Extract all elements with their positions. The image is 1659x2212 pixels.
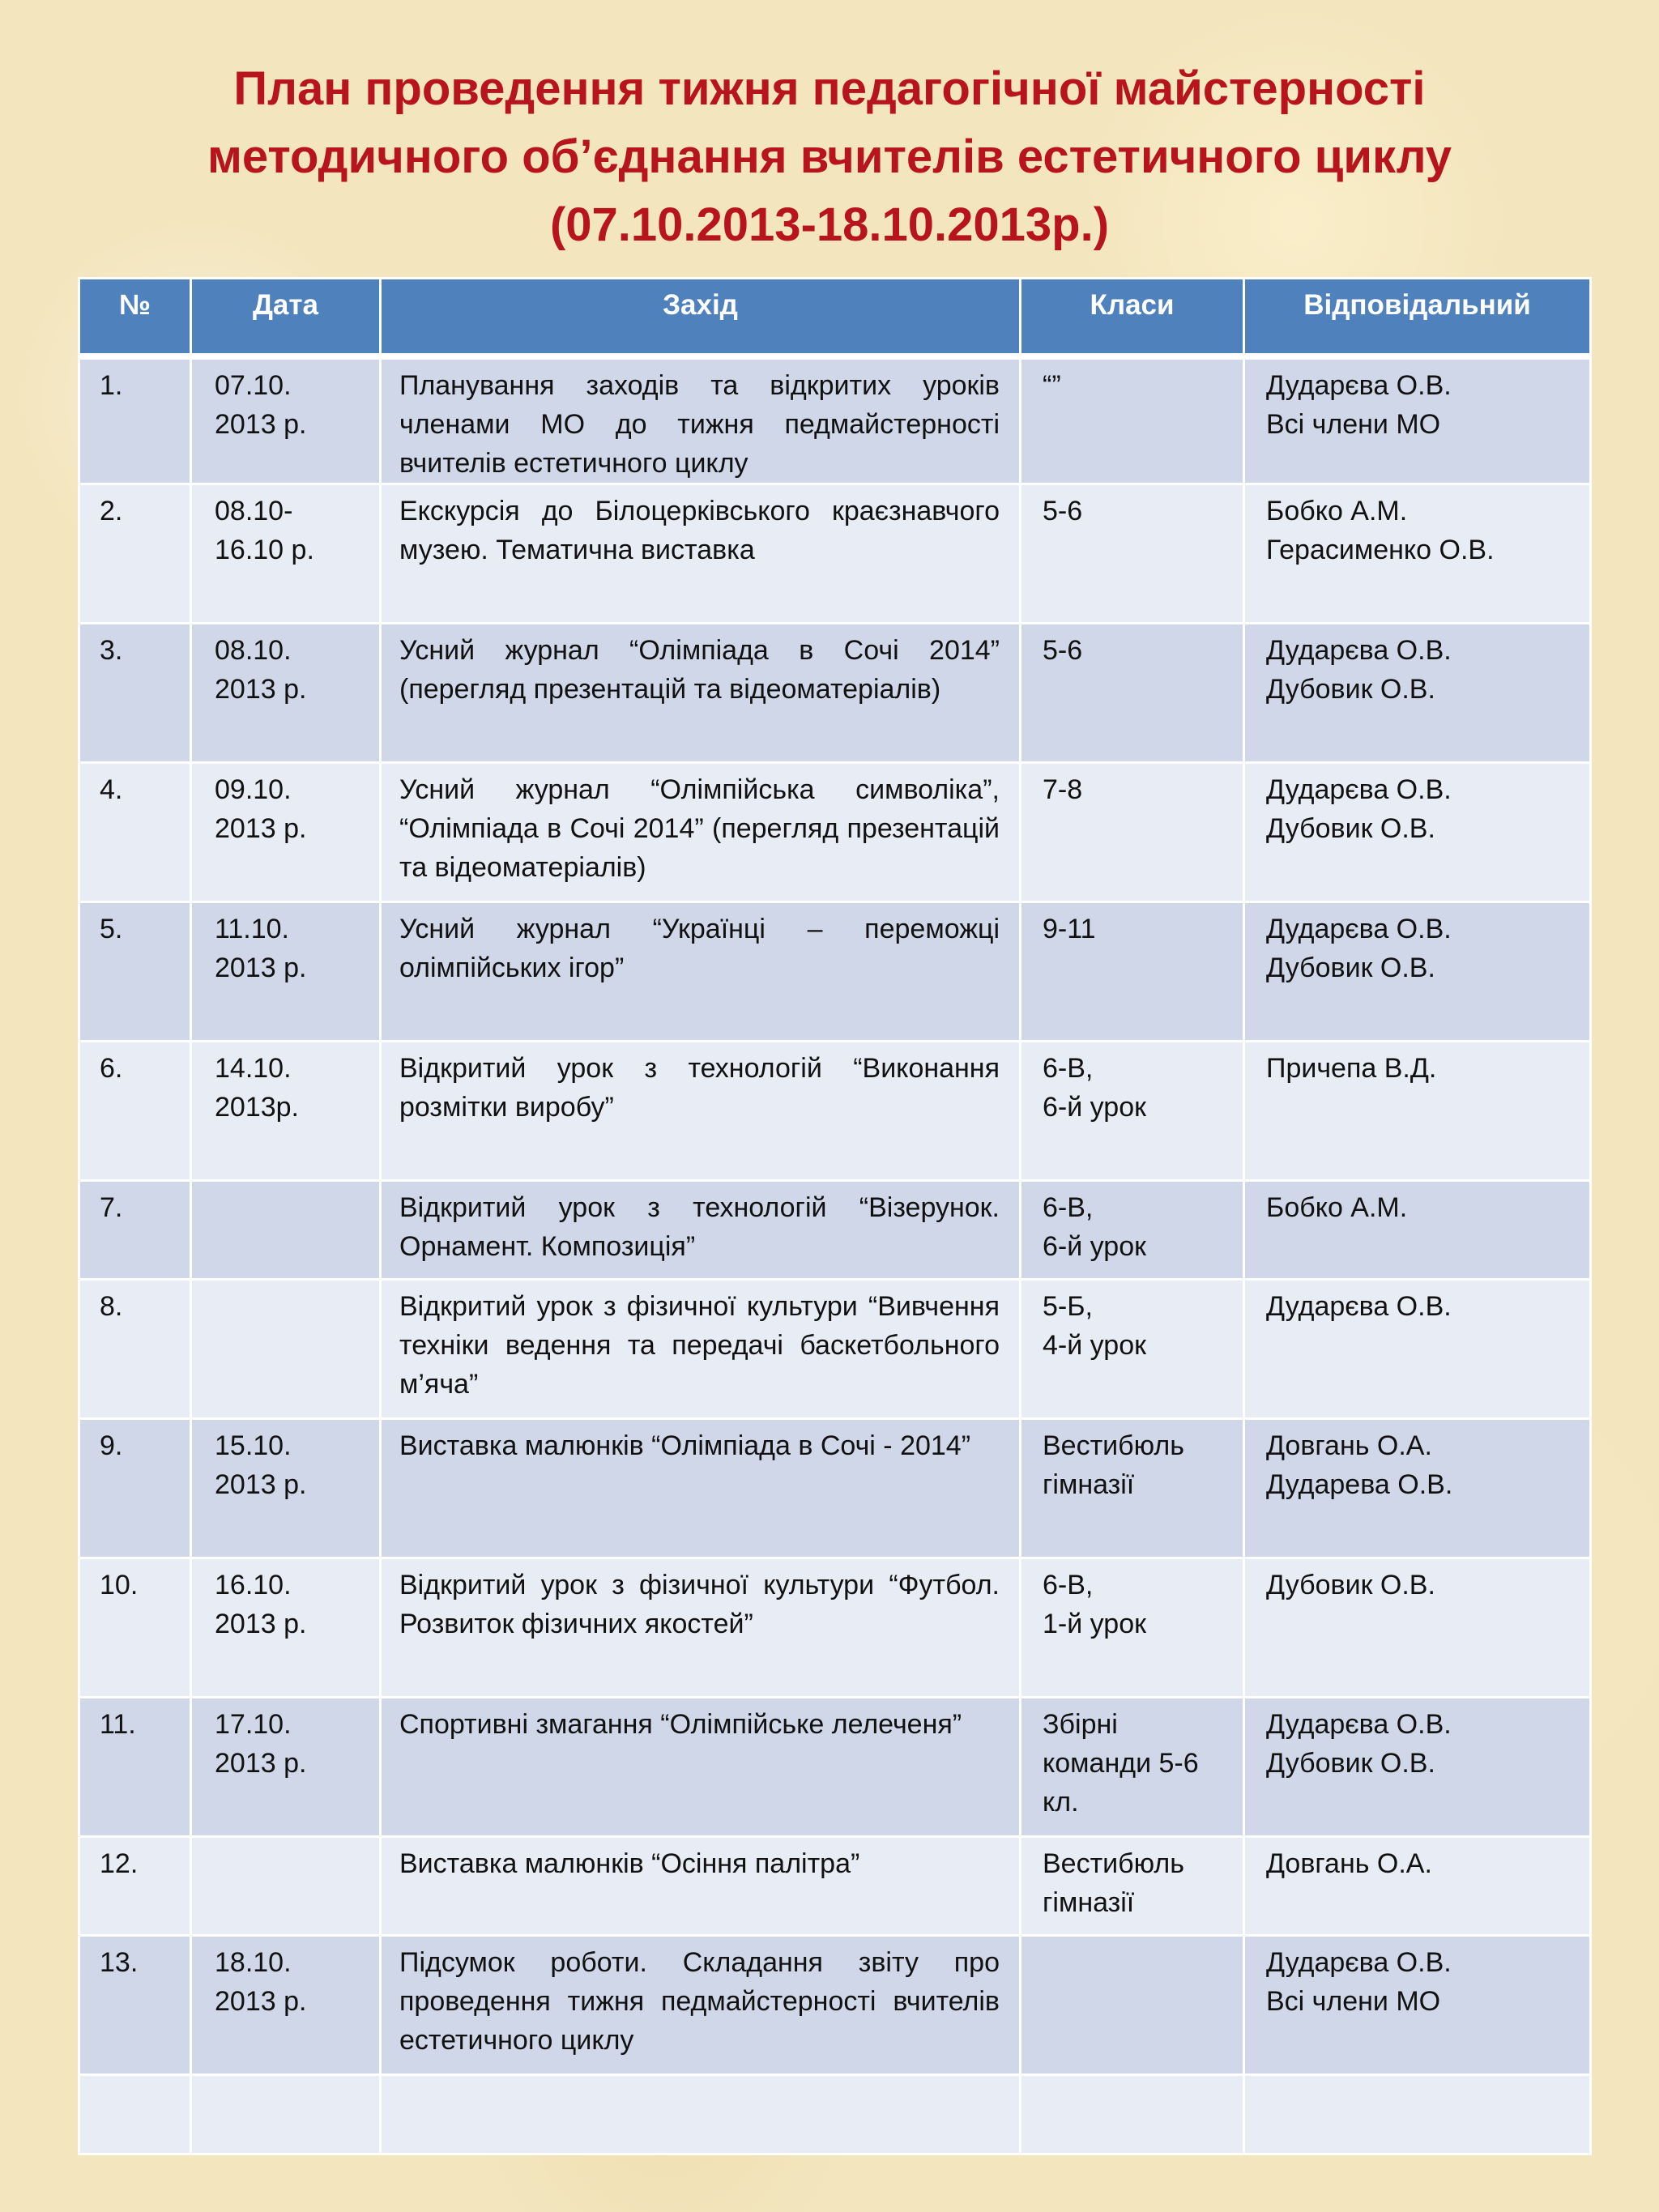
cell-responsible-line: Дубовик О.В. bbox=[1266, 1569, 1435, 1600]
cell-responsible bbox=[1244, 1836, 1591, 1935]
cell-event-text: Відкритий урок з фізичної культури “Вивчення техніки ведення та передачі баскетбольного м’яча” bbox=[399, 1290, 1000, 1400]
cell-classes bbox=[1021, 484, 1244, 623]
cell-responsible bbox=[1244, 762, 1591, 901]
cell-classes bbox=[1021, 1935, 1244, 2074]
cell-event bbox=[381, 1836, 1021, 1935]
cell-date-line: 2013 р. bbox=[215, 812, 307, 844]
cell-responsible-line: Бобко А.М. bbox=[1266, 495, 1408, 526]
cell-responsible-line: Дударєва О.В. bbox=[1266, 369, 1452, 401]
cell-responsible bbox=[1244, 1558, 1591, 1697]
cell-date-line: 08.10. bbox=[215, 634, 292, 666]
cell-event bbox=[381, 762, 1021, 901]
cell-responsible-line: Дударева О.В. bbox=[1266, 1468, 1453, 1500]
cell-date-line: 18.10. bbox=[215, 1946, 292, 1978]
cell-responsible bbox=[1244, 1279, 1591, 1418]
cell-event bbox=[381, 1279, 1021, 1418]
table-header-row bbox=[79, 279, 1591, 356]
cell-responsible-line: Дударєва О.В. bbox=[1266, 774, 1452, 805]
cell-responsible-line: Дубовик О.В. bbox=[1266, 673, 1435, 705]
cell-event-text: Відкритий урок з фізичної культури “Футбол. Розвиток фізичних якостей” bbox=[399, 1569, 1000, 1639]
cell-responsible-line: Довгань О.А. bbox=[1266, 1848, 1432, 1879]
cell-classes bbox=[1021, 623, 1244, 762]
cell-number: 11. bbox=[79, 1697, 191, 1836]
table-row bbox=[79, 762, 1591, 901]
cell-number: 7. bbox=[79, 1180, 191, 1279]
cell-classes-line: гімназії bbox=[1043, 1886, 1135, 1918]
cell-classes-line: “” bbox=[1043, 369, 1061, 401]
cell-classes-line: Вестибюль bbox=[1043, 1848, 1184, 1879]
cell-event-text: Відкритий урок з технологій “Виконання розмітки виробу” bbox=[399, 1052, 1000, 1123]
schedule-table bbox=[78, 277, 1592, 2155]
cell-date bbox=[191, 1418, 381, 1558]
cell-event bbox=[381, 1180, 1021, 1279]
cell-responsible-line: Герасименко О.В. bbox=[1266, 534, 1495, 565]
cell-responsible-line: Причепа В.Д. bbox=[1266, 1052, 1437, 1084]
cell-number: 10. bbox=[79, 1558, 191, 1697]
cell-number: 2. bbox=[79, 484, 191, 623]
table-row bbox=[79, 1418, 1591, 1558]
table-row bbox=[79, 1279, 1591, 1418]
cell-event bbox=[381, 1041, 1021, 1180]
cell-classes bbox=[1021, 1558, 1244, 1697]
cell-responsible bbox=[1244, 484, 1591, 623]
table-row bbox=[79, 2074, 1591, 2154]
cell-date bbox=[191, 1836, 381, 1935]
cell-responsible bbox=[1244, 356, 1591, 484]
cell-date-line: 14.10. bbox=[215, 1052, 292, 1084]
cell-responsible-line: Дударєва О.В. bbox=[1266, 1946, 1452, 1978]
cell-number: 9. bbox=[79, 1418, 191, 1558]
cell-number bbox=[79, 2074, 191, 2154]
cell-date-line: 2013 р. bbox=[215, 952, 307, 983]
table-row bbox=[79, 1836, 1591, 1935]
cell-classes bbox=[1021, 1836, 1244, 1935]
title-line-3: (07.10.2013-18.10.2013р.) bbox=[549, 198, 1110, 251]
cell-date-line: 07.10. bbox=[215, 369, 292, 401]
cell-responsible-line: Довгань О.А. bbox=[1266, 1430, 1432, 1461]
cell-classes bbox=[1021, 1418, 1244, 1558]
cell-responsible bbox=[1244, 1697, 1591, 1836]
cell-date bbox=[191, 1180, 381, 1279]
cell-date bbox=[191, 1558, 381, 1697]
cell-date bbox=[191, 1697, 381, 1836]
cell-date-line: 15.10. bbox=[215, 1430, 292, 1461]
cell-responsible bbox=[1244, 2074, 1591, 2154]
cell-classes-line: 9-11 bbox=[1043, 913, 1096, 944]
cell-classes-line: кл. bbox=[1043, 1786, 1079, 1818]
cell-date bbox=[191, 1041, 381, 1180]
cell-classes-line: 1-й урок bbox=[1043, 1608, 1146, 1639]
cell-classes-line: 6-й урок bbox=[1043, 1091, 1146, 1123]
cell-classes-line: 5-6 bbox=[1043, 495, 1083, 526]
table-row bbox=[79, 1697, 1591, 1836]
cell-responsible-line: Дударєва О.В. bbox=[1266, 913, 1452, 944]
cell-classes-line: 6-В, bbox=[1043, 1052, 1094, 1084]
cell-event bbox=[381, 2074, 1021, 2154]
title-line-2: методичного об’єднання вчителів естетичного циклу bbox=[207, 130, 1452, 183]
cell-date bbox=[191, 623, 381, 762]
cell-date-line: 16.10. bbox=[215, 1569, 292, 1600]
cell-event bbox=[381, 356, 1021, 484]
cell-responsible bbox=[1244, 1180, 1591, 1279]
cell-classes-line: 6-В, bbox=[1043, 1569, 1094, 1600]
cell-classes bbox=[1021, 1279, 1244, 1418]
cell-event-text: Спортивні змагання “Олімпійське лелеченя” bbox=[399, 1708, 962, 1740]
cell-number: 4. bbox=[79, 762, 191, 901]
cell-classes-line: 6-В, bbox=[1043, 1191, 1094, 1223]
cell-classes-line: команди 5-6 bbox=[1043, 1747, 1199, 1779]
cell-classes-line: гімназії bbox=[1043, 1468, 1135, 1500]
cell-responsible bbox=[1244, 1041, 1591, 1180]
cell-date-line: 09.10. bbox=[215, 774, 292, 805]
table-row bbox=[79, 356, 1591, 484]
cell-event bbox=[381, 1697, 1021, 1836]
cell-responsible bbox=[1244, 623, 1591, 762]
cell-date bbox=[191, 484, 381, 623]
cell-event-text: Підсумок роботи. Складання звіту про проведення тижня педмайстерності вчителів естетичного циклу bbox=[399, 1946, 1000, 2056]
cell-classes bbox=[1021, 1180, 1244, 1279]
cell-classes-line: 6-й урок bbox=[1043, 1230, 1146, 1262]
table-row bbox=[79, 484, 1591, 623]
schedule-table-container bbox=[78, 277, 1589, 2155]
cell-date-line: 2013 р. bbox=[215, 1468, 307, 1500]
cell-date bbox=[191, 1935, 381, 2074]
cell-responsible-line: Всі члени МО bbox=[1266, 1985, 1441, 2017]
cell-event-text: Усний журнал “Олімпіада в Сочі 2014” (перегляд презентацій та відеоматеріалів) bbox=[399, 634, 1000, 705]
header-responsible: Відповідальний bbox=[1244, 279, 1591, 356]
cell-responsible-line: Всі члени МО bbox=[1266, 408, 1441, 440]
header-number: № bbox=[79, 279, 191, 356]
cell-date bbox=[191, 356, 381, 484]
cell-date-line: 2013 р. bbox=[215, 408, 307, 440]
cell-event bbox=[381, 1558, 1021, 1697]
cell-number: 1. bbox=[79, 356, 191, 484]
cell-event bbox=[381, 901, 1021, 1041]
header-classes: Класи bbox=[1021, 279, 1244, 356]
cell-classes bbox=[1021, 356, 1244, 484]
cell-responsible-line: Дударєва О.В. bbox=[1266, 1290, 1452, 1322]
cell-responsible-line: Дубовик О.В. bbox=[1266, 1747, 1435, 1779]
cell-classes bbox=[1021, 1697, 1244, 1836]
cell-number: 12. bbox=[79, 1836, 191, 1935]
cell-date-line: 17.10. bbox=[215, 1708, 292, 1740]
title-line-1: План проведення тижня педагогічної майстерності bbox=[233, 62, 1426, 115]
cell-classes bbox=[1021, 901, 1244, 1041]
cell-classes-line: 5-Б, bbox=[1043, 1290, 1093, 1322]
cell-date bbox=[191, 762, 381, 901]
table-row bbox=[79, 1041, 1591, 1180]
cell-event-text: Усний журнал “Українці – переможці олімпійських ігор” bbox=[399, 913, 1000, 983]
cell-date bbox=[191, 901, 381, 1041]
cell-responsible bbox=[1244, 1935, 1591, 2074]
cell-date-line: 2013 р. bbox=[215, 673, 307, 705]
header-event: Захід bbox=[381, 279, 1021, 356]
cell-number: 6. bbox=[79, 1041, 191, 1180]
cell-classes bbox=[1021, 2074, 1244, 2154]
table-body bbox=[79, 356, 1591, 2154]
header-date: Дата bbox=[191, 279, 381, 356]
cell-responsible-line: Бобко А.М. bbox=[1266, 1191, 1408, 1223]
cell-classes-line: 4-й урок bbox=[1043, 1329, 1146, 1361]
cell-classes-line: Вестибюль bbox=[1043, 1430, 1184, 1461]
document-title bbox=[0, 55, 1659, 259]
cell-date bbox=[191, 2074, 381, 2154]
cell-date-line: 2013 р. bbox=[215, 1985, 307, 2017]
table-row bbox=[79, 1558, 1591, 1697]
table-row bbox=[79, 623, 1591, 762]
table-row bbox=[79, 1935, 1591, 2074]
cell-date-line: 16.10 р. bbox=[215, 534, 314, 565]
cell-date-line: 2013р. bbox=[215, 1091, 299, 1123]
cell-classes-line: 7-8 bbox=[1043, 774, 1083, 805]
cell-responsible bbox=[1244, 901, 1591, 1041]
cell-responsible-line: Дударєва О.В. bbox=[1266, 1708, 1452, 1740]
cell-number: 13. bbox=[79, 1935, 191, 2074]
cell-date-line: 2013 р. bbox=[215, 1608, 307, 1639]
cell-classes bbox=[1021, 1041, 1244, 1180]
cell-event-text: Усний журнал “Олімпійська символіка”, “Олімпіада в Сочі 2014” (перегляд презентацій та відеоматеріалів) bbox=[399, 774, 1000, 883]
table-row bbox=[79, 1180, 1591, 1279]
cell-event bbox=[381, 1418, 1021, 1558]
cell-event-text: Виставка малюнків “Осіння палітра” bbox=[399, 1848, 860, 1879]
cell-event-text: Екскурсія до Білоцерківського краєзнавчого музею. Тематична виставка bbox=[399, 495, 1000, 565]
cell-number: 8. bbox=[79, 1279, 191, 1418]
cell-event-text: Відкритий урок з технологій “Візерунок. Орнамент. Композиція” bbox=[399, 1191, 1000, 1262]
cell-event bbox=[381, 623, 1021, 762]
cell-number: 5. bbox=[79, 901, 191, 1041]
cell-event bbox=[381, 484, 1021, 623]
cell-event bbox=[381, 1935, 1021, 2074]
cell-responsible-line: Дударєва О.В. bbox=[1266, 634, 1452, 666]
cell-responsible bbox=[1244, 1418, 1591, 1558]
cell-responsible-line: Дубовик О.В. bbox=[1266, 952, 1435, 983]
cell-date bbox=[191, 1279, 381, 1418]
cell-classes-line: 5-6 bbox=[1043, 634, 1083, 666]
cell-date-line: 11.10. bbox=[215, 913, 290, 944]
cell-date-line: 2013 р. bbox=[215, 1747, 307, 1779]
cell-event-text: Виставка малюнків “Олімпіада в Сочі - 2014” bbox=[399, 1430, 971, 1461]
cell-number: 3. bbox=[79, 623, 191, 762]
table-row bbox=[79, 901, 1591, 1041]
cell-responsible-line: Дубовик О.В. bbox=[1266, 812, 1435, 844]
cell-classes-line: Збірні bbox=[1043, 1708, 1118, 1740]
cell-classes bbox=[1021, 762, 1244, 901]
cell-date-line: 08.10- bbox=[215, 495, 293, 526]
cell-event-text: Планування заходів та відкритих уроків членами МО до тижня педмайстерності вчителів естетичного циклу bbox=[399, 369, 1000, 479]
